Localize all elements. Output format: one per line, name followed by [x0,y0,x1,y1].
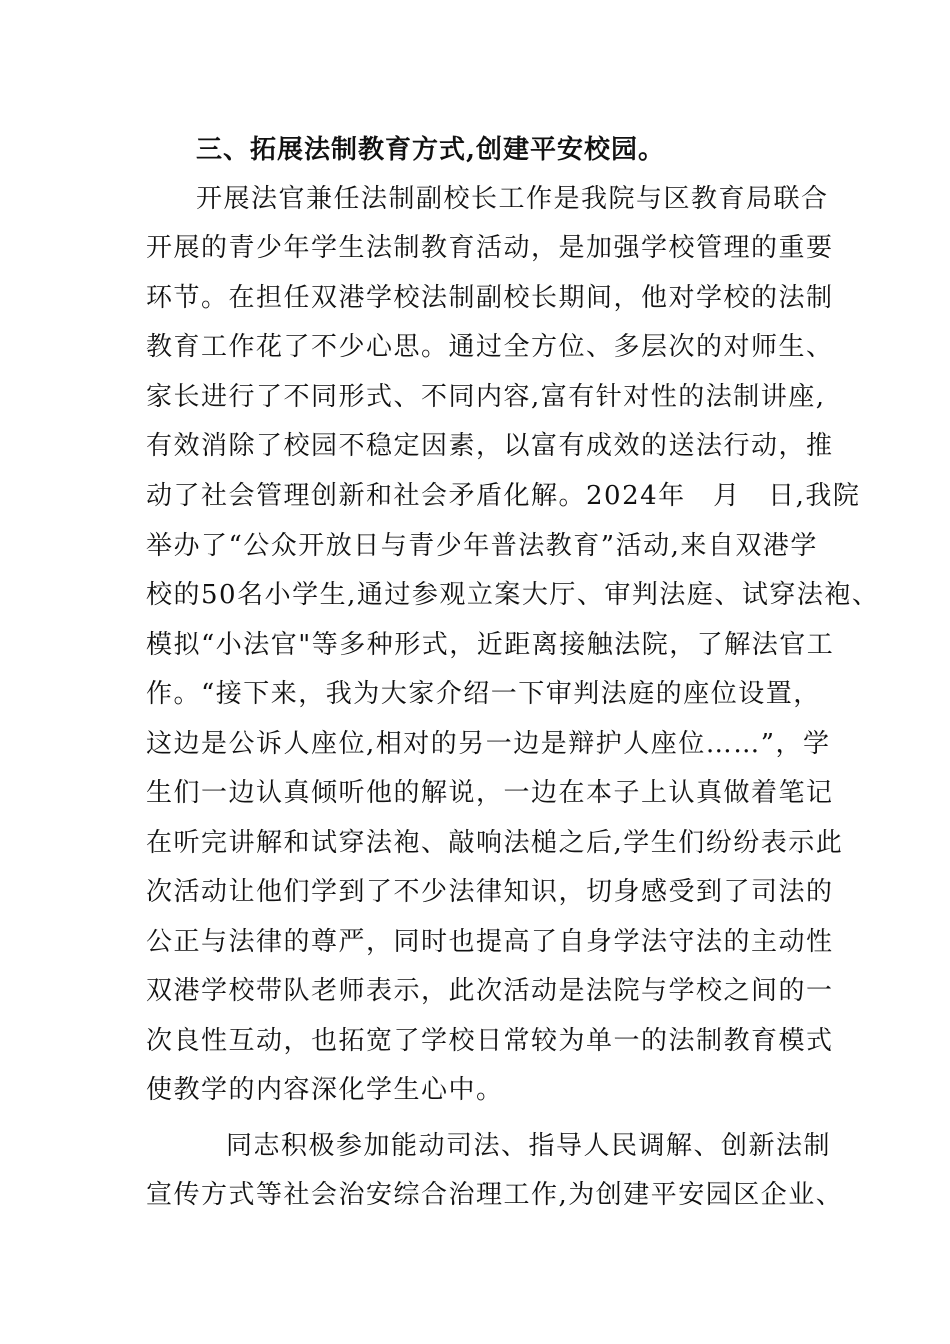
paragraph-line: 教育工作花了不少心思。通过全方位、多层次的对师生、 [146,332,834,362]
paragraph-line: 同志积极参加能动司法、指导人民调解、创新法制 [226,1131,832,1161]
paragraph-line: 宣传方式等社会治安综合治理工作,为创建平安园区企业、 [146,1180,844,1210]
paragraph-line: 家长进行了不同形式、不同内容,富有针对性的法制讲座, [146,382,826,412]
paragraph-line: 在听完讲解和试穿法袍、敲响法槌之后,学生们纷纷表示此 [146,828,844,858]
paragraph-line: 校的50名小学生,通过参观立案大厅、审判法庭、试穿法袍、 [146,580,880,610]
paragraph-line: 模拟“小法官"等多种形式，近距离接触法院，了解法官工 [146,630,835,660]
paragraph-line: 这边是公诉人座位,相对的另一边是辩护人座位……”，学 [146,729,831,759]
paragraph-line: 次良性互动，也拓宽了学校日常较为单一的法制教育模式 [146,1026,834,1056]
paragraph-line: 环节。在担任双港学校法制副校长期间，他对学校的法制 [146,283,834,313]
paragraph-line: 次活动让他们学到了不少法律知识，切身感受到了司法的 [146,877,834,907]
paragraph-line: 动了社会管理创新和社会矛盾化解。2024年 月 日,我院 [146,481,861,511]
paragraph-line: 作。“接下来，我为大家介绍一下审判法庭的座位设置， [146,679,821,709]
section-heading: 三、拓展法制教育方式,创建平安校园。 [196,135,666,165]
paragraph-line: 有效消除了校园不稳定因素，以富有成效的送法行动，推 [146,431,834,461]
paragraph-line: 举办了“公众开放日与青少年普法教育”活动,来自双港学 [146,531,818,561]
paragraph-line: 使教学的内容深化学生心中。 [146,1075,504,1105]
paragraph-line: 公正与法律的尊严，同时也提高了自身学法守法的主动性 [146,927,834,957]
paragraph-line: 生们一边认真倾听他的解说，一边在本子上认真做着笔记 [146,778,834,808]
paragraph-line: 双港学校带队老师表示，此次活动是法院与学校之间的一 [146,976,834,1006]
paragraph-line: 开展的青少年学生法制教育活动，是加强学校管理的重要 [146,233,834,263]
paragraph-line: 开展法官兼任法制副校长工作是我院与区教育局联合 [196,184,829,214]
